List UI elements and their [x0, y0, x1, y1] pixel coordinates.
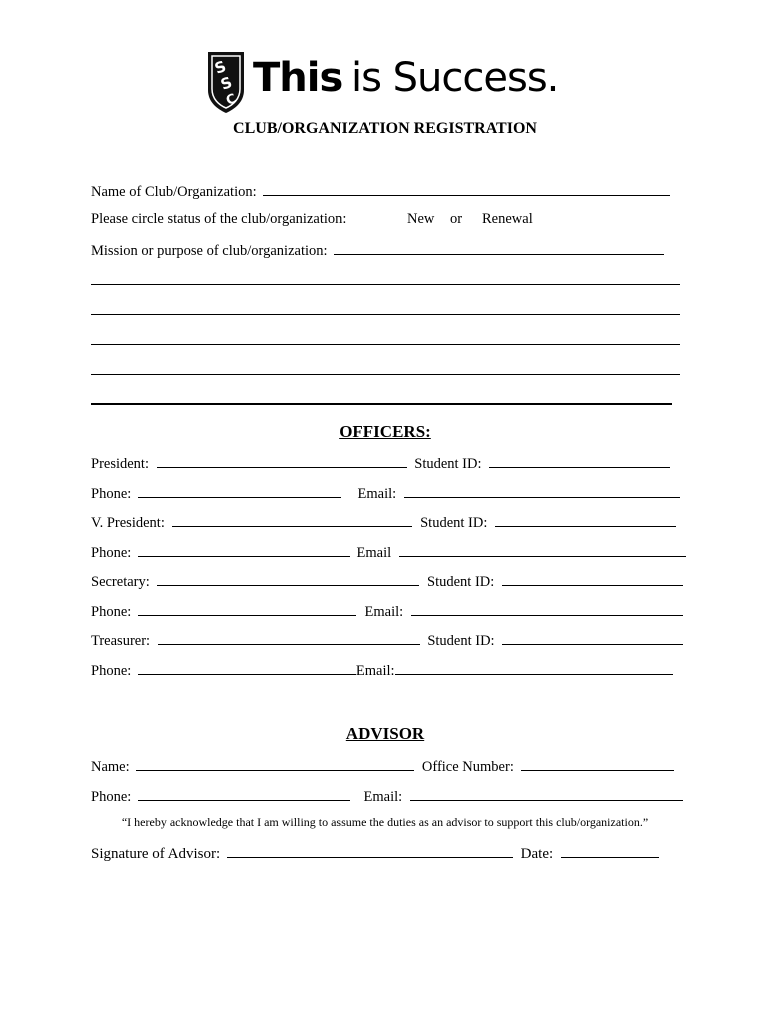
vp-field[interactable] [172, 513, 412, 527]
shield-logo-icon [205, 50, 247, 114]
status-row [91, 211, 346, 228]
status-option-new[interactable]: New [407, 211, 435, 227]
mission-line[interactable] [91, 314, 680, 315]
club-name-field[interactable] [263, 182, 670, 196]
mission-label: Mission or purpose of club/organization: [91, 243, 328, 259]
mission-row [91, 241, 664, 260]
vp-email-label: Email [356, 545, 392, 561]
status-or: or [450, 211, 463, 227]
acknowledgement-text: “I hereby acknowledge that I am willing to assume the duties as an advisor to support this club/organization.” [121, 815, 649, 829]
secretary-phone-row [91, 602, 683, 621]
form-title: CLUB/ORGANIZATION REGISTRATION [233, 120, 537, 137]
signature-field[interactable] [227, 844, 513, 858]
svg-text:S: S [212, 57, 229, 78]
vp-id-field[interactable] [495, 513, 676, 527]
secretary-phone-field[interactable] [138, 602, 356, 616]
vp-phone-row [91, 543, 686, 562]
vp-id-label: Student ID: [420, 515, 488, 531]
advisor-phone-row [91, 787, 683, 806]
president-phone-field[interactable] [138, 484, 341, 498]
secretary-id-field[interactable] [502, 572, 683, 586]
treasurer-email-label: Email: [355, 663, 395, 679]
secretary-id-label: Student ID: [427, 574, 495, 590]
status-label: Please circle status of the club/organization: [91, 211, 347, 227]
president-phone-label: Phone: [91, 486, 132, 502]
vp-phone-label: Phone: [91, 545, 132, 561]
advisor-office-label: Office Number: [421, 759, 514, 775]
club-name-row [91, 182, 670, 201]
president-label: President: [91, 456, 149, 472]
president-id-field[interactable] [489, 454, 670, 468]
advisor-phone-label: Phone: [91, 789, 132, 805]
svg-text:S: S [218, 73, 235, 94]
advisor-phone-field[interactable] [138, 787, 350, 801]
secretary-email-label: Email: [364, 604, 404, 620]
advisor-name-label: Name: [91, 759, 130, 775]
logo-this: This [253, 55, 343, 101]
treasurer-phone-field[interactable] [138, 661, 356, 675]
secretary-label: Secretary: [91, 574, 150, 590]
advisor-name-field[interactable] [136, 757, 414, 771]
secretary-email-field[interactable] [411, 602, 683, 616]
president-field[interactable] [157, 454, 407, 468]
mission-field[interactable] [334, 241, 664, 255]
president-id-label: Student ID: [414, 456, 482, 472]
president-row [91, 454, 670, 473]
secretary-row [91, 572, 683, 591]
treasurer-field[interactable] [158, 631, 420, 645]
president-email-label: Email: [357, 486, 397, 502]
advisor-office-field[interactable] [521, 757, 674, 771]
secretary-field[interactable] [157, 572, 419, 586]
advisor-heading: ADVISOR [345, 724, 425, 743]
signature-row [91, 844, 659, 863]
advisor-email-field[interactable] [410, 787, 683, 801]
president-email-field[interactable] [404, 484, 680, 498]
president-phone-row [91, 484, 680, 503]
vp-email-field[interactable] [399, 543, 686, 557]
treasurer-label: Treasurer: [91, 633, 151, 649]
treasurer-email-field[interactable] [395, 661, 673, 675]
signature-label: Signature of Advisor: [91, 846, 221, 862]
vp-row [91, 513, 676, 532]
treasurer-phone-row [91, 661, 673, 680]
advisor-name-row [91, 757, 674, 776]
vp-label: V. President: [91, 515, 165, 531]
date-field[interactable] [561, 844, 659, 858]
status-option-renewal[interactable]: Renewal [482, 211, 533, 227]
date-label: Date: [520, 846, 554, 862]
logo [205, 48, 575, 118]
officers-heading: OFFICERS: [339, 422, 431, 441]
mission-line[interactable] [91, 403, 672, 405]
svg-text:C: C [224, 91, 239, 109]
logo-tagline: is Success. [351, 55, 559, 101]
club-name-label: Name of Club/Organization: [91, 184, 257, 200]
secretary-phone-label: Phone: [91, 604, 132, 620]
treasurer-phone-label: Phone: [91, 663, 132, 679]
treasurer-row [91, 631, 683, 650]
vp-phone-field[interactable] [138, 543, 350, 557]
mission-line[interactable] [91, 344, 680, 345]
mission-line[interactable] [91, 374, 680, 375]
treasurer-id-field[interactable] [502, 631, 683, 645]
advisor-email-label: Email: [363, 789, 403, 805]
mission-line[interactable] [91, 284, 680, 285]
treasurer-id-label: Student ID: [427, 633, 495, 649]
